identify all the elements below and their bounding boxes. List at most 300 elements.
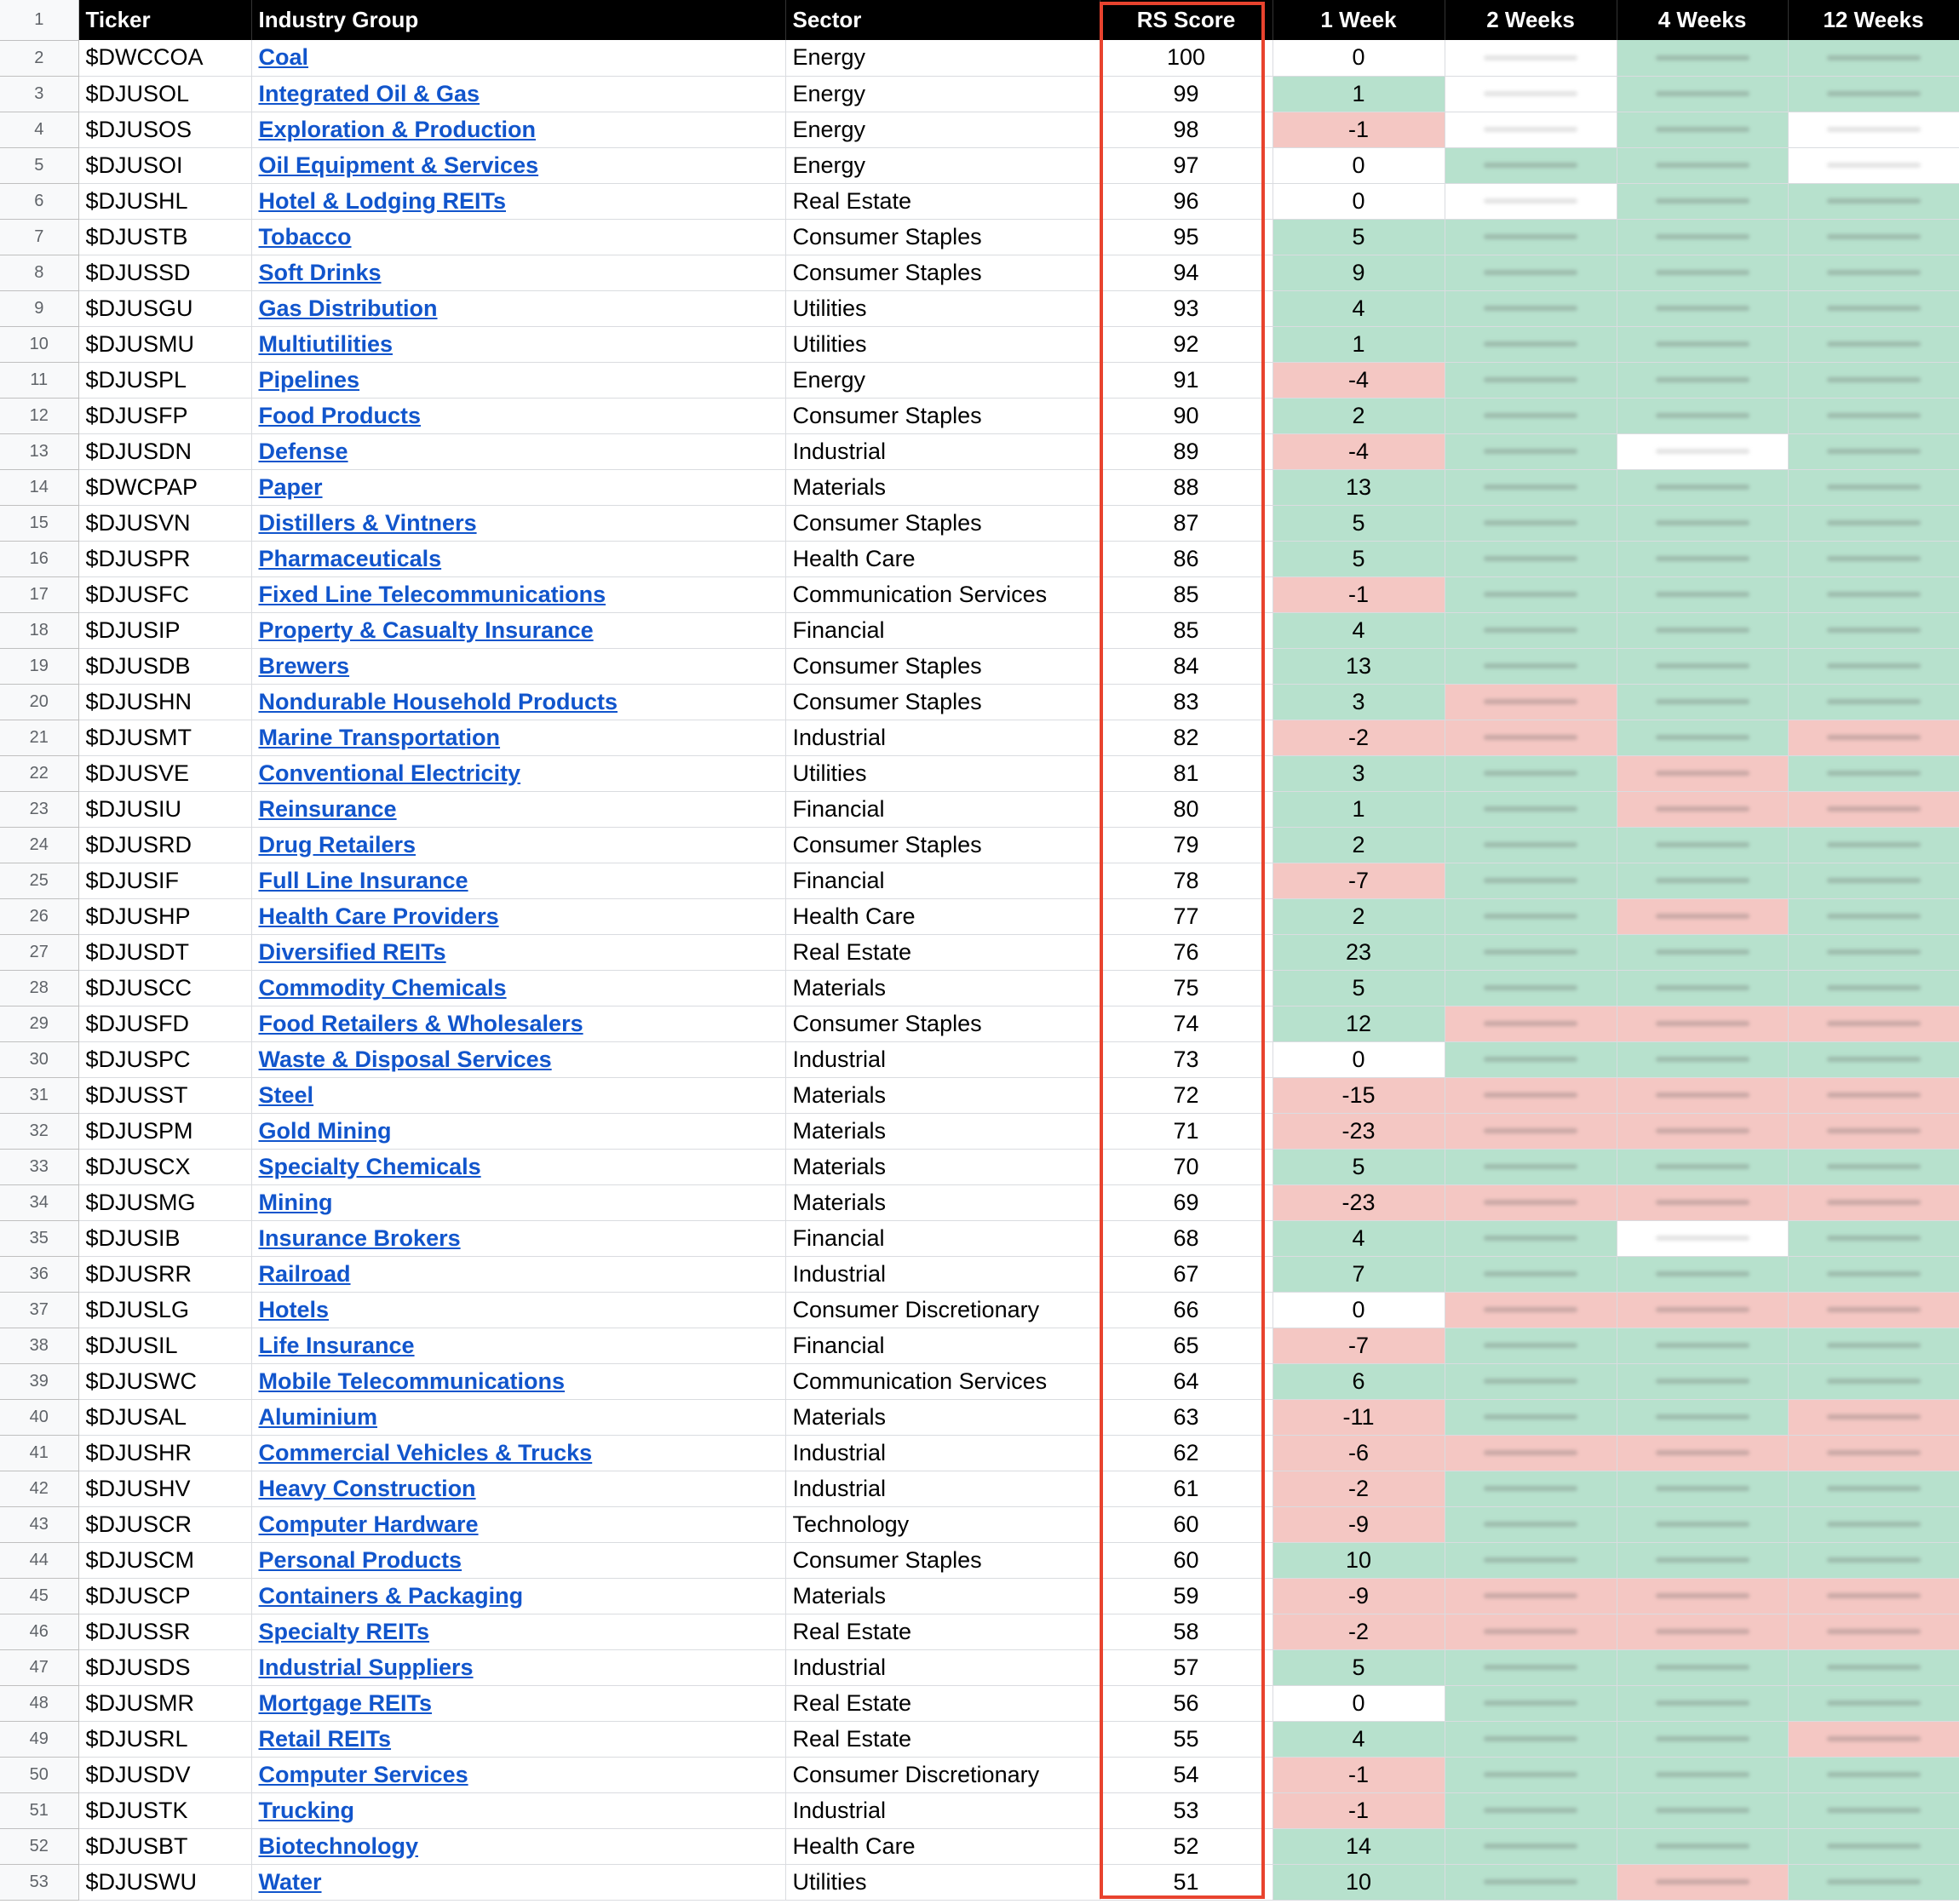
one-week-change-cell[interactable]: 5 xyxy=(1272,1149,1445,1184)
two-weeks-redacted-cell[interactable] xyxy=(1445,40,1617,76)
industry-group-cell[interactable] xyxy=(251,684,785,720)
row-header[interactable]: 47 xyxy=(0,1649,78,1685)
rs-score-cell[interactable]: 71 xyxy=(1100,1113,1272,1149)
ticker-cell[interactable]: $DJUSSR xyxy=(78,1614,251,1649)
industry-group-link[interactable]: Brewers xyxy=(258,652,350,679)
sector-cell[interactable]: Industrial xyxy=(785,1041,1100,1077)
sector-cell[interactable]: Utilities xyxy=(785,326,1100,362)
row-header[interactable]: 50 xyxy=(0,1757,78,1792)
industry-group-link[interactable]: Aluminium xyxy=(258,1403,377,1430)
twelve-weeks-redacted-cell[interactable] xyxy=(1788,791,1959,827)
ticker-cell[interactable]: $DJUSPM xyxy=(78,1113,251,1149)
sector-cell[interactable]: Materials xyxy=(785,1077,1100,1113)
twelve-weeks-redacted-cell[interactable] xyxy=(1788,1292,1959,1328)
four-weeks-redacted-cell[interactable] xyxy=(1617,576,1788,612)
four-weeks-redacted-cell[interactable] xyxy=(1617,1578,1788,1614)
one-week-change-cell[interactable]: -1 xyxy=(1272,576,1445,612)
column-header-industry-group[interactable]: Industry Group xyxy=(251,0,785,40)
sector-cell[interactable]: Industrial xyxy=(785,1649,1100,1685)
four-weeks-redacted-cell[interactable] xyxy=(1617,720,1788,755)
four-weeks-redacted-cell[interactable] xyxy=(1617,1864,1788,1900)
one-week-change-cell[interactable]: 6 xyxy=(1272,1363,1445,1399)
industry-group-cell[interactable] xyxy=(251,1184,785,1220)
rs-score-cell[interactable]: 88 xyxy=(1100,469,1272,505)
sector-cell[interactable]: Energy xyxy=(785,147,1100,183)
twelve-weeks-redacted-cell[interactable] xyxy=(1788,970,1959,1006)
industry-group-cell[interactable] xyxy=(251,1578,785,1614)
industry-group-cell[interactable] xyxy=(251,326,785,362)
one-week-change-cell[interactable]: 13 xyxy=(1272,648,1445,684)
row-header[interactable]: 48 xyxy=(0,1685,78,1721)
sector-cell[interactable]: Materials xyxy=(785,1184,1100,1220)
two-weeks-redacted-cell[interactable] xyxy=(1445,362,1617,398)
rs-score-cell[interactable]: 52 xyxy=(1100,1828,1272,1864)
rs-score-cell[interactable]: 54 xyxy=(1100,1757,1272,1792)
four-weeks-redacted-cell[interactable] xyxy=(1617,1506,1788,1542)
row-header[interactable]: 53 xyxy=(0,1864,78,1900)
sector-cell[interactable]: Utilities xyxy=(785,290,1100,326)
rs-score-cell[interactable]: 63 xyxy=(1100,1399,1272,1435)
sector-cell[interactable]: Financial xyxy=(785,1328,1100,1363)
rs-score-cell[interactable]: 57 xyxy=(1100,1649,1272,1685)
twelve-weeks-redacted-cell[interactable] xyxy=(1788,1685,1959,1721)
one-week-change-cell[interactable]: -7 xyxy=(1272,863,1445,898)
two-weeks-redacted-cell[interactable] xyxy=(1445,1614,1617,1649)
ticker-cell[interactable]: $DJUSHP xyxy=(78,898,251,934)
twelve-weeks-redacted-cell[interactable] xyxy=(1788,576,1959,612)
row-header[interactable]: 9 xyxy=(0,290,78,326)
industry-group-link[interactable]: Waste & Disposal Services xyxy=(258,1046,552,1072)
industry-group-link[interactable]: Soft Drinks xyxy=(258,259,382,285)
twelve-weeks-redacted-cell[interactable] xyxy=(1788,827,1959,863)
sector-cell[interactable]: Materials xyxy=(785,1578,1100,1614)
industry-group-cell[interactable] xyxy=(251,1256,785,1292)
rs-score-cell[interactable]: 84 xyxy=(1100,648,1272,684)
two-weeks-redacted-cell[interactable] xyxy=(1445,827,1617,863)
ticker-cell[interactable]: $DJUSMG xyxy=(78,1184,251,1220)
rs-score-cell[interactable]: 90 xyxy=(1100,398,1272,433)
rs-score-cell[interactable]: 53 xyxy=(1100,1792,1272,1828)
sector-cell[interactable]: Health Care xyxy=(785,1828,1100,1864)
row-header[interactable]: 38 xyxy=(0,1328,78,1363)
industry-group-link[interactable]: Marine Transportation xyxy=(258,724,501,750)
twelve-weeks-redacted-cell[interactable] xyxy=(1788,326,1959,362)
row-header[interactable]: 32 xyxy=(0,1113,78,1149)
row-header[interactable]: 15 xyxy=(0,505,78,541)
one-week-change-cell[interactable]: 0 xyxy=(1272,1685,1445,1721)
four-weeks-redacted-cell[interactable] xyxy=(1617,1542,1788,1578)
industry-group-cell[interactable] xyxy=(251,1506,785,1542)
industry-group-link[interactable]: Computer Hardware xyxy=(258,1511,479,1537)
industry-group-link[interactable]: Computer Services xyxy=(258,1761,468,1787)
sector-cell[interactable]: Consumer Staples xyxy=(785,505,1100,541)
two-weeks-redacted-cell[interactable] xyxy=(1445,1435,1617,1471)
rs-score-cell[interactable]: 64 xyxy=(1100,1363,1272,1399)
ticker-cell[interactable]: $DJUSWC xyxy=(78,1363,251,1399)
ticker-cell[interactable]: $DJUSCP xyxy=(78,1578,251,1614)
rs-score-cell[interactable]: 56 xyxy=(1100,1685,1272,1721)
four-weeks-redacted-cell[interactable] xyxy=(1617,255,1788,290)
two-weeks-redacted-cell[interactable] xyxy=(1445,1649,1617,1685)
row-header[interactable]: 34 xyxy=(0,1184,78,1220)
one-week-change-cell[interactable]: -2 xyxy=(1272,1614,1445,1649)
row-header[interactable]: 4 xyxy=(0,112,78,147)
industry-group-link[interactable]: Gas Distribution xyxy=(258,295,438,321)
two-weeks-redacted-cell[interactable] xyxy=(1445,541,1617,576)
twelve-weeks-redacted-cell[interactable] xyxy=(1788,433,1959,469)
one-week-change-cell[interactable]: 7 xyxy=(1272,1256,1445,1292)
two-weeks-redacted-cell[interactable] xyxy=(1445,1685,1617,1721)
sector-cell[interactable]: Consumer Staples xyxy=(785,827,1100,863)
sector-cell[interactable]: Energy xyxy=(785,112,1100,147)
four-weeks-redacted-cell[interactable] xyxy=(1617,1757,1788,1792)
twelve-weeks-redacted-cell[interactable] xyxy=(1788,863,1959,898)
industry-group-link[interactable]: Integrated Oil & Gas xyxy=(258,80,480,106)
industry-group-cell[interactable] xyxy=(251,433,785,469)
column-header-sector[interactable]: Sector xyxy=(785,0,1100,40)
rs-score-cell[interactable]: 86 xyxy=(1100,541,1272,576)
two-weeks-redacted-cell[interactable] xyxy=(1445,1471,1617,1506)
industry-group-cell[interactable] xyxy=(251,290,785,326)
industry-group-link[interactable]: Food Retailers & Wholesalers xyxy=(258,1010,583,1036)
row-header-1[interactable]: 1 xyxy=(0,0,78,40)
sector-cell[interactable]: Financial xyxy=(785,863,1100,898)
one-week-change-cell[interactable]: 0 xyxy=(1272,40,1445,76)
ticker-cell[interactable]: $DJUSDT xyxy=(78,934,251,970)
twelve-weeks-redacted-cell[interactable] xyxy=(1788,290,1959,326)
two-weeks-redacted-cell[interactable] xyxy=(1445,290,1617,326)
two-weeks-redacted-cell[interactable] xyxy=(1445,1828,1617,1864)
two-weeks-redacted-cell[interactable] xyxy=(1445,76,1617,112)
twelve-weeks-redacted-cell[interactable] xyxy=(1788,1578,1959,1614)
two-weeks-redacted-cell[interactable] xyxy=(1445,1363,1617,1399)
row-header[interactable]: 51 xyxy=(0,1792,78,1828)
sector-cell[interactable]: Communication Services xyxy=(785,576,1100,612)
industry-group-cell[interactable] xyxy=(251,1471,785,1506)
industry-group-link[interactable]: Hotel & Lodging REITs xyxy=(258,187,506,214)
ticker-cell[interactable]: $DJUSLG xyxy=(78,1292,251,1328)
industry-group-link[interactable]: Health Care Providers xyxy=(258,903,499,929)
row-header[interactable]: 21 xyxy=(0,720,78,755)
ticker-cell[interactable]: $DJUSFC xyxy=(78,576,251,612)
twelve-weeks-redacted-cell[interactable] xyxy=(1788,1542,1959,1578)
four-weeks-redacted-cell[interactable] xyxy=(1617,1721,1788,1757)
industry-group-link[interactable]: Paper xyxy=(258,473,323,500)
one-week-change-cell[interactable]: -2 xyxy=(1272,720,1445,755)
four-weeks-redacted-cell[interactable] xyxy=(1617,1435,1788,1471)
two-weeks-redacted-cell[interactable] xyxy=(1445,720,1617,755)
four-weeks-redacted-cell[interactable] xyxy=(1617,827,1788,863)
row-header[interactable]: 29 xyxy=(0,1006,78,1041)
four-weeks-redacted-cell[interactable] xyxy=(1617,1649,1788,1685)
two-weeks-redacted-cell[interactable] xyxy=(1445,648,1617,684)
twelve-weeks-redacted-cell[interactable] xyxy=(1788,76,1959,112)
ticker-cell[interactable]: $DJUSGU xyxy=(78,290,251,326)
industry-group-cell[interactable] xyxy=(251,1828,785,1864)
column-header-ticker[interactable]: Ticker xyxy=(78,0,251,40)
industry-group-link[interactable]: Property & Casualty Insurance xyxy=(258,617,594,643)
industry-group-link[interactable]: Defense xyxy=(258,438,348,464)
row-header[interactable]: 16 xyxy=(0,541,78,576)
two-weeks-redacted-cell[interactable] xyxy=(1445,1113,1617,1149)
industry-group-cell[interactable] xyxy=(251,1435,785,1471)
four-weeks-redacted-cell[interactable] xyxy=(1617,898,1788,934)
twelve-weeks-redacted-cell[interactable] xyxy=(1788,505,1959,541)
twelve-weeks-redacted-cell[interactable] xyxy=(1788,1077,1959,1113)
one-week-change-cell[interactable]: 14 xyxy=(1272,1828,1445,1864)
rs-score-cell[interactable]: 98 xyxy=(1100,112,1272,147)
industry-group-link[interactable]: Mining xyxy=(258,1189,333,1215)
ticker-cell[interactable]: $DJUSSD xyxy=(78,255,251,290)
industry-group-link[interactable]: Containers & Packaging xyxy=(258,1582,524,1609)
industry-group-link[interactable]: Mobile Telecommunications xyxy=(258,1368,566,1394)
rs-score-cell[interactable]: 65 xyxy=(1100,1328,1272,1363)
ticker-cell[interactable]: $DJUSFP xyxy=(78,398,251,433)
row-header[interactable]: 30 xyxy=(0,1041,78,1077)
two-weeks-redacted-cell[interactable] xyxy=(1445,398,1617,433)
industry-group-link[interactable]: Specialty REITs xyxy=(258,1618,430,1644)
row-header[interactable]: 17 xyxy=(0,576,78,612)
one-week-change-cell[interactable]: 4 xyxy=(1272,612,1445,648)
twelve-weeks-redacted-cell[interactable] xyxy=(1788,147,1959,183)
industry-group-cell[interactable] xyxy=(251,576,785,612)
industry-group-cell[interactable] xyxy=(251,1363,785,1399)
sector-cell[interactable]: Materials xyxy=(785,469,1100,505)
twelve-weeks-redacted-cell[interactable] xyxy=(1788,1149,1959,1184)
rs-score-cell[interactable]: 77 xyxy=(1100,898,1272,934)
industry-group-cell[interactable] xyxy=(251,1006,785,1041)
ticker-cell[interactable]: $DJUSDN xyxy=(78,433,251,469)
rs-score-cell[interactable]: 85 xyxy=(1100,576,1272,612)
one-week-change-cell[interactable]: -9 xyxy=(1272,1578,1445,1614)
ticker-cell[interactable]: $DJUSBT xyxy=(78,1828,251,1864)
sector-cell[interactable]: Consumer Discretionary xyxy=(785,1757,1100,1792)
two-weeks-redacted-cell[interactable] xyxy=(1445,1256,1617,1292)
row-header[interactable]: 7 xyxy=(0,219,78,255)
sector-cell[interactable]: Energy xyxy=(785,362,1100,398)
row-header[interactable]: 22 xyxy=(0,755,78,791)
one-week-change-cell[interactable]: 13 xyxy=(1272,469,1445,505)
twelve-weeks-redacted-cell[interactable] xyxy=(1788,112,1959,147)
ticker-cell[interactable]: $DJUSST xyxy=(78,1077,251,1113)
row-header[interactable]: 11 xyxy=(0,362,78,398)
ticker-cell[interactable]: $DJUSPC xyxy=(78,1041,251,1077)
four-weeks-redacted-cell[interactable] xyxy=(1617,1399,1788,1435)
rs-score-cell[interactable]: 100 xyxy=(1100,40,1272,76)
ticker-cell[interactable]: $DJUSCX xyxy=(78,1149,251,1184)
two-weeks-redacted-cell[interactable] xyxy=(1445,576,1617,612)
industry-group-link[interactable]: Reinsurance xyxy=(258,795,397,822)
four-weeks-redacted-cell[interactable] xyxy=(1617,1184,1788,1220)
row-header[interactable]: 31 xyxy=(0,1077,78,1113)
ticker-cell[interactable]: $DJUSIF xyxy=(78,863,251,898)
rs-score-cell[interactable]: 99 xyxy=(1100,76,1272,112)
industry-group-cell[interactable] xyxy=(251,863,785,898)
row-header[interactable]: 44 xyxy=(0,1542,78,1578)
rs-score-cell[interactable]: 70 xyxy=(1100,1149,1272,1184)
four-weeks-redacted-cell[interactable] xyxy=(1617,112,1788,147)
row-header[interactable]: 45 xyxy=(0,1578,78,1614)
two-weeks-redacted-cell[interactable] xyxy=(1445,183,1617,219)
four-weeks-redacted-cell[interactable] xyxy=(1617,183,1788,219)
industry-group-link[interactable]: Conventional Electricity xyxy=(258,760,521,786)
industry-group-cell[interactable] xyxy=(251,827,785,863)
industry-group-cell[interactable] xyxy=(251,1792,785,1828)
twelve-weeks-redacted-cell[interactable] xyxy=(1788,1256,1959,1292)
twelve-weeks-redacted-cell[interactable] xyxy=(1788,1399,1959,1435)
four-weeks-redacted-cell[interactable] xyxy=(1617,40,1788,76)
rs-score-cell[interactable]: 51 xyxy=(1100,1864,1272,1900)
industry-group-link[interactable]: Insurance Brokers xyxy=(258,1224,461,1251)
twelve-weeks-redacted-cell[interactable] xyxy=(1788,1864,1959,1900)
rs-score-cell[interactable]: 97 xyxy=(1100,147,1272,183)
two-weeks-redacted-cell[interactable] xyxy=(1445,1792,1617,1828)
one-week-change-cell[interactable]: 5 xyxy=(1272,541,1445,576)
sector-cell[interactable]: Consumer Discretionary xyxy=(785,1292,1100,1328)
industry-group-cell[interactable] xyxy=(251,255,785,290)
two-weeks-redacted-cell[interactable] xyxy=(1445,1184,1617,1220)
four-weeks-redacted-cell[interactable] xyxy=(1617,1149,1788,1184)
industry-group-cell[interactable] xyxy=(251,112,785,147)
two-weeks-redacted-cell[interactable] xyxy=(1445,219,1617,255)
one-week-change-cell[interactable]: -1 xyxy=(1272,1792,1445,1828)
column-header-1-week[interactable]: 1 Week xyxy=(1272,0,1445,40)
twelve-weeks-redacted-cell[interactable] xyxy=(1788,1828,1959,1864)
row-header[interactable]: 42 xyxy=(0,1471,78,1506)
four-weeks-redacted-cell[interactable] xyxy=(1617,1006,1788,1041)
one-week-change-cell[interactable]: 1 xyxy=(1272,76,1445,112)
industry-group-link[interactable]: Food Products xyxy=(258,402,421,428)
twelve-weeks-redacted-cell[interactable] xyxy=(1788,1041,1959,1077)
four-weeks-redacted-cell[interactable] xyxy=(1617,755,1788,791)
sector-cell[interactable]: Consumer Staples xyxy=(785,219,1100,255)
sector-cell[interactable]: Utilities xyxy=(785,1864,1100,1900)
industry-group-cell[interactable] xyxy=(251,1649,785,1685)
two-weeks-redacted-cell[interactable] xyxy=(1445,1578,1617,1614)
industry-group-cell[interactable] xyxy=(251,505,785,541)
industry-group-cell[interactable] xyxy=(251,970,785,1006)
four-weeks-redacted-cell[interactable] xyxy=(1617,469,1788,505)
rs-score-cell[interactable]: 85 xyxy=(1100,612,1272,648)
ticker-cell[interactable]: $DWCCOA xyxy=(78,40,251,76)
one-week-change-cell[interactable]: -6 xyxy=(1272,1435,1445,1471)
one-week-change-cell[interactable]: 10 xyxy=(1272,1864,1445,1900)
row-header[interactable]: 18 xyxy=(0,612,78,648)
twelve-weeks-redacted-cell[interactable] xyxy=(1788,934,1959,970)
twelve-weeks-redacted-cell[interactable] xyxy=(1788,398,1959,433)
ticker-cell[interactable]: $DJUSIP xyxy=(78,612,251,648)
one-week-change-cell[interactable]: 5 xyxy=(1272,505,1445,541)
twelve-weeks-redacted-cell[interactable] xyxy=(1788,1328,1959,1363)
sector-cell[interactable]: Real Estate xyxy=(785,1614,1100,1649)
one-week-change-cell[interactable]: 5 xyxy=(1272,219,1445,255)
two-weeks-redacted-cell[interactable] xyxy=(1445,326,1617,362)
sector-cell[interactable]: Financial xyxy=(785,612,1100,648)
industry-group-cell[interactable] xyxy=(251,1220,785,1256)
four-weeks-redacted-cell[interactable] xyxy=(1617,398,1788,433)
sector-cell[interactable]: Materials xyxy=(785,1113,1100,1149)
two-weeks-redacted-cell[interactable] xyxy=(1445,1542,1617,1578)
twelve-weeks-redacted-cell[interactable] xyxy=(1788,40,1959,76)
sector-cell[interactable]: Utilities xyxy=(785,755,1100,791)
twelve-weeks-redacted-cell[interactable] xyxy=(1788,1113,1959,1149)
sector-cell[interactable]: Industrial xyxy=(785,433,1100,469)
industry-group-link[interactable]: Water xyxy=(258,1868,322,1895)
industry-group-link[interactable]: Multiutilities xyxy=(258,330,393,357)
sector-cell[interactable]: Energy xyxy=(785,40,1100,76)
one-week-change-cell[interactable]: -23 xyxy=(1272,1184,1445,1220)
sector-cell[interactable]: Industrial xyxy=(785,1435,1100,1471)
row-header[interactable]: 26 xyxy=(0,898,78,934)
one-week-change-cell[interactable]: -9 xyxy=(1272,1506,1445,1542)
four-weeks-redacted-cell[interactable] xyxy=(1617,505,1788,541)
sector-cell[interactable]: Industrial xyxy=(785,1792,1100,1828)
row-header[interactable]: 24 xyxy=(0,827,78,863)
ticker-cell[interactable]: $DJUSTK xyxy=(78,1792,251,1828)
industry-group-cell[interactable] xyxy=(251,1077,785,1113)
rs-score-cell[interactable]: 89 xyxy=(1100,433,1272,469)
twelve-weeks-redacted-cell[interactable] xyxy=(1788,1184,1959,1220)
two-weeks-redacted-cell[interactable] xyxy=(1445,684,1617,720)
row-header[interactable]: 37 xyxy=(0,1292,78,1328)
two-weeks-redacted-cell[interactable] xyxy=(1445,1006,1617,1041)
ticker-cell[interactable]: $DJUSHN xyxy=(78,684,251,720)
rs-score-cell[interactable]: 60 xyxy=(1100,1542,1272,1578)
industry-group-cell[interactable] xyxy=(251,40,785,76)
two-weeks-redacted-cell[interactable] xyxy=(1445,1041,1617,1077)
ticker-cell[interactable]: $DJUSHV xyxy=(78,1471,251,1506)
ticker-cell[interactable]: $DJUSOS xyxy=(78,112,251,147)
industry-group-cell[interactable] xyxy=(251,720,785,755)
ticker-cell[interactable]: $DJUSDB xyxy=(78,648,251,684)
two-weeks-redacted-cell[interactable] xyxy=(1445,147,1617,183)
ticker-cell[interactable]: $DJUSMU xyxy=(78,326,251,362)
sector-cell[interactable]: Communication Services xyxy=(785,1363,1100,1399)
rs-score-cell[interactable]: 76 xyxy=(1100,934,1272,970)
row-header[interactable]: 52 xyxy=(0,1828,78,1864)
sector-cell[interactable]: Consumer Staples xyxy=(785,398,1100,433)
sector-cell[interactable]: Technology xyxy=(785,1506,1100,1542)
two-weeks-redacted-cell[interactable] xyxy=(1445,934,1617,970)
one-week-change-cell[interactable]: 0 xyxy=(1272,1041,1445,1077)
industry-group-link[interactable]: Biotechnology xyxy=(258,1832,418,1859)
rs-score-cell[interactable]: 95 xyxy=(1100,219,1272,255)
twelve-weeks-redacted-cell[interactable] xyxy=(1788,1506,1959,1542)
twelve-weeks-redacted-cell[interactable] xyxy=(1788,755,1959,791)
ticker-cell[interactable]: $DJUSFD xyxy=(78,1006,251,1041)
ticker-cell[interactable]: $DJUSIU xyxy=(78,791,251,827)
four-weeks-redacted-cell[interactable] xyxy=(1617,326,1788,362)
row-header[interactable]: 36 xyxy=(0,1256,78,1292)
industry-group-cell[interactable] xyxy=(251,76,785,112)
industry-group-link[interactable]: Industrial Suppliers xyxy=(258,1654,474,1680)
row-header[interactable]: 10 xyxy=(0,326,78,362)
industry-group-cell[interactable] xyxy=(251,648,785,684)
four-weeks-redacted-cell[interactable] xyxy=(1617,219,1788,255)
ticker-cell[interactable]: $DJUSOL xyxy=(78,76,251,112)
rs-score-cell[interactable]: 87 xyxy=(1100,505,1272,541)
ticker-cell[interactable]: $DJUSCC xyxy=(78,970,251,1006)
industry-group-cell[interactable] xyxy=(251,219,785,255)
column-header-12-weeks[interactable]: 12 Weeks xyxy=(1788,0,1959,40)
twelve-weeks-redacted-cell[interactable] xyxy=(1788,255,1959,290)
four-weeks-redacted-cell[interactable] xyxy=(1617,1328,1788,1363)
two-weeks-redacted-cell[interactable] xyxy=(1445,1077,1617,1113)
one-week-change-cell[interactable]: 4 xyxy=(1272,290,1445,326)
ticker-cell[interactable]: $DJUSDS xyxy=(78,1649,251,1685)
twelve-weeks-redacted-cell[interactable] xyxy=(1788,1006,1959,1041)
row-header[interactable]: 40 xyxy=(0,1399,78,1435)
